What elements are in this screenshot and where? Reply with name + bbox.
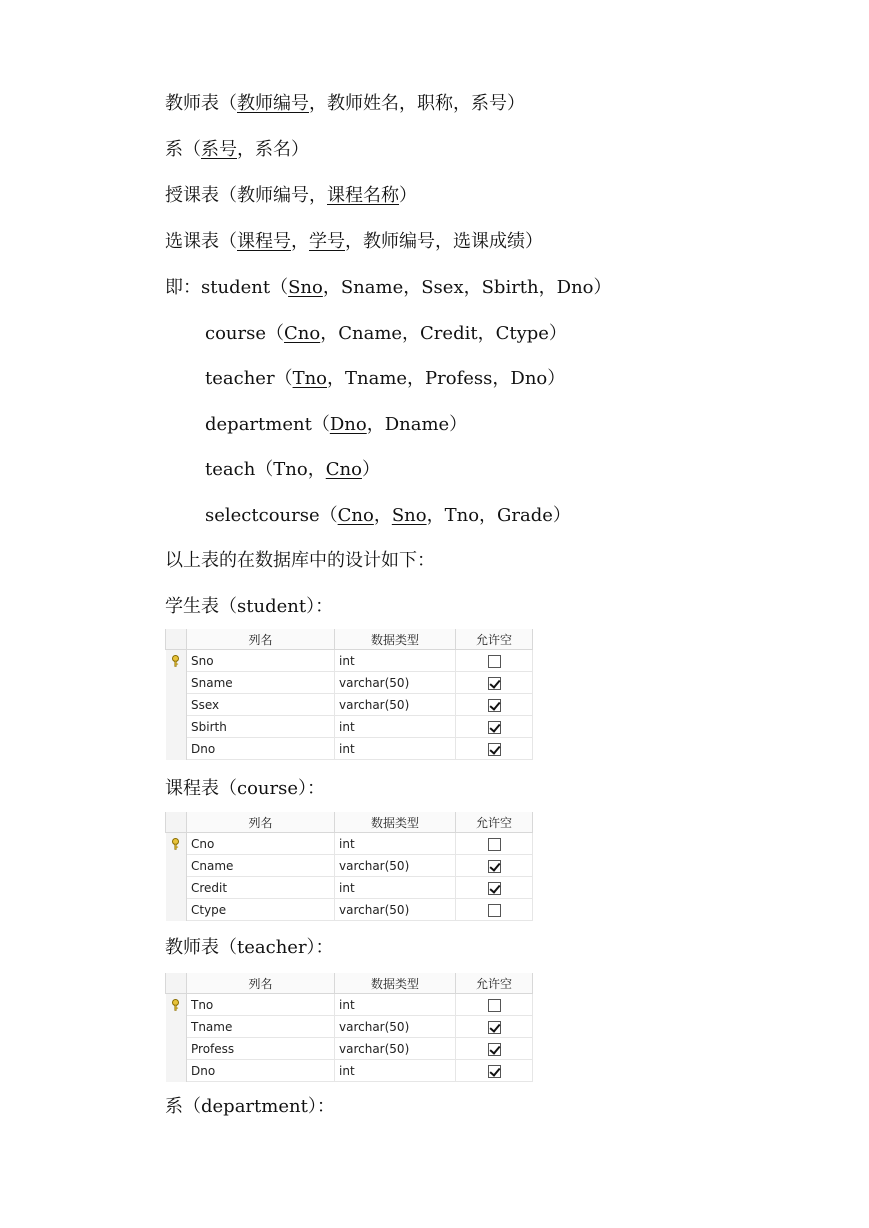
table-row[interactable] (166, 877, 533, 899)
row-selector[interactable] (166, 672, 187, 694)
schema-course: course（Cno，Cname，Credit，Ctype） (205, 323, 567, 344)
column-name-cell[interactable]: Tno (187, 994, 335, 1016)
relation-select-cn: 选课表（课程号，学号，教师编号，选课成绩） (165, 231, 543, 252)
allow-null-checkbox[interactable] (488, 1043, 501, 1056)
data-type-cell[interactable]: int (335, 877, 456, 899)
header-data-type: 数据类型 (335, 629, 456, 650)
schema-department: department（Dno，Dname） (205, 414, 468, 435)
column-name-cell[interactable]: Credit (187, 877, 335, 899)
table-row[interactable] (166, 694, 533, 716)
data-type-cell[interactable]: varchar(50) (335, 672, 456, 694)
row-selector[interactable] (166, 899, 187, 921)
header-data-type: 数据类型 (335, 812, 456, 833)
data-type-cell[interactable]: int (335, 650, 456, 672)
schema-student: 即：student（Sno，Sname，Ssex，Sbirth，Dno） (165, 277, 612, 298)
column-name-cell[interactable]: Sname (187, 672, 335, 694)
allow-null-checkbox[interactable] (488, 838, 501, 851)
data-type-cell[interactable]: varchar(50) (335, 694, 456, 716)
column-name-cell[interactable]: Sbirth (187, 716, 335, 738)
column-name-cell[interactable]: Sno (187, 650, 335, 672)
student-table-caption: 学生表（student）： (165, 596, 334, 617)
column-name-cell[interactable]: Dno (187, 738, 335, 760)
data-type-cell[interactable]: int (335, 1060, 456, 1082)
table-row[interactable] (166, 1016, 533, 1038)
row-selector[interactable] (166, 650, 187, 672)
data-type-cell[interactable]: int (335, 716, 456, 738)
allow-null-checkbox[interactable] (488, 721, 501, 734)
header-spacer (166, 812, 187, 833)
allow-null-checkbox[interactable] (488, 1021, 501, 1034)
allow-null-checkbox[interactable] (488, 882, 501, 895)
student-table (165, 629, 533, 760)
header-spacer (166, 629, 187, 650)
row-selector[interactable] (166, 855, 187, 877)
row-selector[interactable] (166, 694, 187, 716)
row-selector[interactable] (166, 738, 187, 760)
row-selector[interactable] (166, 877, 187, 899)
table-row[interactable] (166, 650, 533, 672)
department-table-caption: 系（department）： (165, 1096, 335, 1117)
header-allow-null: 允许空 (456, 629, 533, 650)
schema-teacher: teacher（Tno，Tname，Profess，Dno） (205, 368, 566, 389)
table-row[interactable] (166, 855, 533, 877)
column-name-cell[interactable]: Tname (187, 1016, 335, 1038)
row-selector[interactable] (166, 1016, 187, 1038)
header-col-name: 列名 (187, 973, 335, 994)
primary-key-icon (171, 998, 180, 1012)
relation-dept-cn: 系（系号，系名） (165, 139, 309, 160)
column-name-cell[interactable]: Cname (187, 855, 335, 877)
schema-selectcourse: selectcourse（Cno，Sno，Tno，Grade） (205, 505, 571, 526)
relation-teacher-cn: 教师表（教师编号，教师姓名，职称，系号） (165, 93, 525, 114)
data-type-cell[interactable]: varchar(50) (335, 1016, 456, 1038)
allow-null-checkbox[interactable] (488, 1065, 501, 1078)
row-selector[interactable] (166, 716, 187, 738)
table-row[interactable] (166, 994, 533, 1016)
relation-teach-cn: 授课表（教师编号，课程名称） (165, 185, 417, 206)
allow-null-checkbox[interactable] (488, 999, 501, 1012)
header-data-type: 数据类型 (335, 973, 456, 994)
table-row[interactable] (166, 1060, 533, 1082)
schema-teach: teach（Tno，Cno） (205, 459, 380, 480)
row-selector[interactable] (166, 833, 187, 855)
header-allow-null: 允许空 (456, 812, 533, 833)
data-type-cell[interactable]: varchar(50) (335, 899, 456, 921)
allow-null-checkbox[interactable] (488, 860, 501, 873)
allow-null-checkbox[interactable] (488, 743, 501, 756)
table-row[interactable] (166, 833, 533, 855)
table-row[interactable] (166, 716, 533, 738)
course-table-caption: 课程表（course）： (165, 778, 326, 799)
table-row[interactable] (166, 672, 533, 694)
row-selector[interactable] (166, 994, 187, 1016)
data-type-cell[interactable]: int (335, 738, 456, 760)
allow-null-checkbox[interactable] (488, 699, 501, 712)
column-name-cell[interactable]: Profess (187, 1038, 335, 1060)
allow-null-checkbox[interactable] (488, 677, 501, 690)
header-allow-null: 允许空 (456, 973, 533, 994)
table-row[interactable] (166, 1038, 533, 1060)
data-type-cell[interactable]: int (335, 994, 456, 1016)
table-row[interactable] (166, 738, 533, 760)
column-name-cell[interactable]: Ctype (187, 899, 335, 921)
data-type-cell[interactable]: varchar(50) (335, 1038, 456, 1060)
data-type-cell[interactable]: varchar(50) (335, 855, 456, 877)
data-type-cell[interactable]: int (335, 833, 456, 855)
column-name-cell[interactable]: Cno (187, 833, 335, 855)
allow-null-checkbox[interactable] (488, 655, 501, 668)
column-name-cell[interactable]: Dno (187, 1060, 335, 1082)
course-table (165, 812, 533, 921)
allow-null-checkbox[interactable] (488, 904, 501, 917)
design-intro: 以上表的在数据库中的设计如下： (165, 550, 435, 571)
row-selector[interactable] (166, 1038, 187, 1060)
teacher-table-caption: 教师表（teacher）： (165, 937, 334, 958)
header-spacer (166, 973, 187, 994)
row-selector[interactable] (166, 1060, 187, 1082)
column-name-cell[interactable]: Ssex (187, 694, 335, 716)
primary-key-icon (171, 654, 180, 668)
header-col-name: 列名 (187, 629, 335, 650)
table-row[interactable] (166, 899, 533, 921)
header-col-name: 列名 (187, 812, 335, 833)
primary-key-icon (171, 837, 180, 851)
teacher-table (165, 973, 533, 1082)
